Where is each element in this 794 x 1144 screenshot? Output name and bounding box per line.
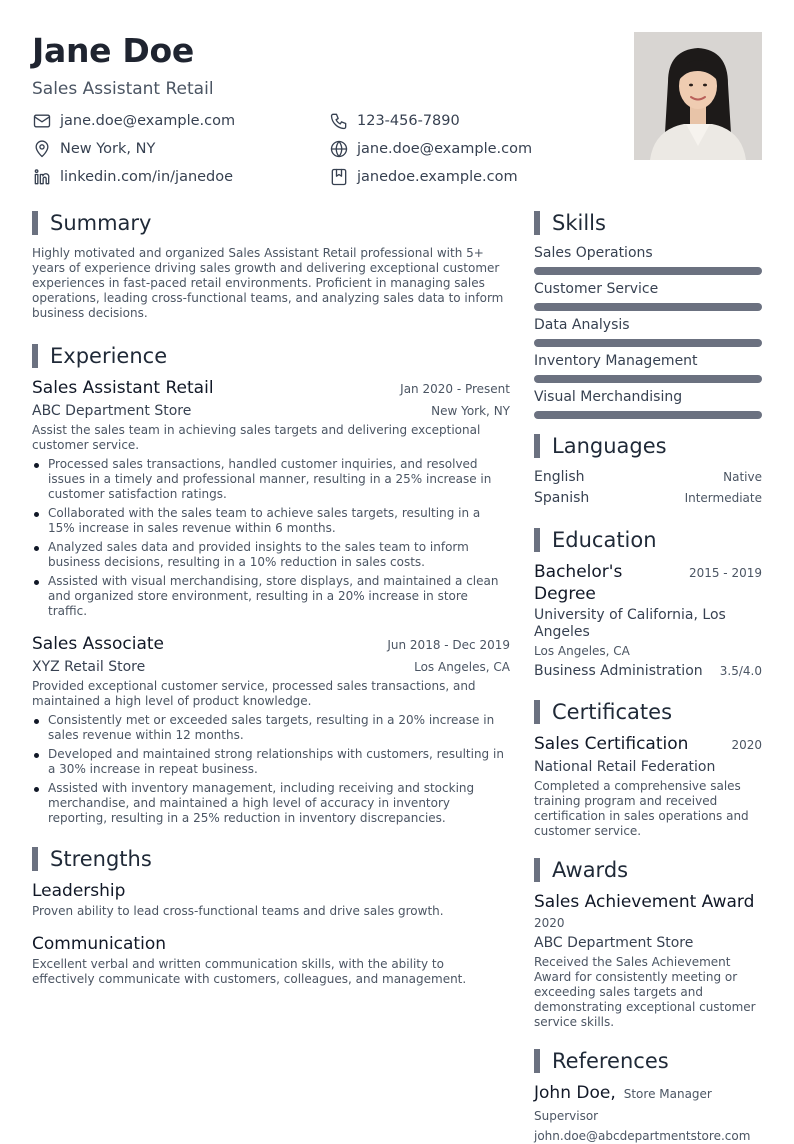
globe-icon <box>329 139 349 159</box>
strength-description: Excellent verbal and written communication skills, with the ability to effectively communicate with customers, colleagues, and management. <box>32 957 467 986</box>
profile-photo <box>634 32 762 160</box>
job-location: Los Angeles, CA <box>414 660 510 674</box>
references-heading: References <box>534 1048 762 1074</box>
contact-linkedin[interactable] <box>32 166 233 188</box>
language-name: English <box>534 469 585 485</box>
language-item <box>534 467 762 488</box>
contact-website[interactable] <box>329 138 532 160</box>
skills-heading: Skills <box>534 210 762 236</box>
strengths-heading: Strengths <box>32 846 510 872</box>
skill-level-bar <box>534 267 762 275</box>
contact-phone[interactable] <box>329 110 460 132</box>
reference-item <box>534 1082 762 1144</box>
award-item <box>534 891 762 1030</box>
strength-name: Leadership <box>32 881 126 901</box>
field-of-study: Business Administration <box>534 663 703 679</box>
gpa: 3.5/4.0 <box>719 664 762 678</box>
contact-email[interactable] <box>32 110 235 132</box>
sidebar-column <box>534 210 762 1144</box>
job-dates: Jun 2018 - Dec 2019 <box>387 638 510 652</box>
envelope-icon <box>32 111 52 131</box>
website-text: jane.doe@example.com <box>357 141 533 157</box>
job-bullet: Processed sales transactions, handled customer inquiries, and resolved issues in a timely and professional manner, resulting in a 25% increase in customer satisfaction ratings. <box>32 457 510 502</box>
job-company: ABC Department Store <box>32 403 192 419</box>
job-role: Sales Associate <box>32 634 165 654</box>
skill-name: Inventory Management <box>534 353 698 369</box>
strength-description: Proven ability to lead cross-functional teams and drive sales growth. <box>32 904 444 918</box>
phone-text: 123-456-7890 <box>357 113 460 129</box>
certificate-description: Completed a comprehensive sales training program and received certification in sales operations and customer service. <box>534 779 749 838</box>
skill-item <box>534 316 762 347</box>
skill-level-bar <box>534 375 762 383</box>
location-text: New York, NY <box>60 141 156 157</box>
certificate-item <box>534 733 762 839</box>
job-bullet: Consistently met or exceeded sales targets, resulting in a 20% increase in sales revenue within 12 months. <box>32 713 510 743</box>
award-description: Received the Sales Achievement Award for consistently meeting or exceeding sales targets and demonstrating exceptional customer service skills. <box>534 955 756 1029</box>
email-text: jane.doe@example.com <box>60 113 236 129</box>
language-level: Native <box>723 470 762 484</box>
main-column <box>32 210 510 987</box>
bookmark-icon <box>329 167 349 187</box>
job-bullet: Assisted with inventory management, including receiving and stocking merchandise, and maintained a high level of accuracy in inventory reporting, resulting in a 25% reduction in inventory discrepancies. <box>32 781 510 826</box>
map-pin-icon <box>32 139 52 159</box>
job-bullets <box>32 713 510 826</box>
linkedin-text: linkedin.com/in/janedoe <box>60 169 234 185</box>
resume-header <box>32 30 592 185</box>
education-dates: 2015 - 2019 <box>688 566 762 580</box>
summary-heading: Summary <box>32 210 510 236</box>
languages-heading: Languages <box>534 433 762 459</box>
job-bullet: Assisted with visual merchandising, store displays, and maintained a clean and organized store environment, resulting in a 20% increase in store traffic. <box>32 574 510 619</box>
experience-item <box>32 633 510 826</box>
skill-item <box>534 244 762 275</box>
awards-heading: Awards <box>534 857 762 883</box>
skills-list <box>534 244 762 419</box>
education-heading: Education <box>534 527 762 553</box>
education-item <box>534 561 762 681</box>
skill-level-bar <box>534 411 762 419</box>
phone-icon <box>329 111 349 131</box>
skill-name: Customer Service <box>534 281 659 297</box>
job-company: XYZ Retail Store <box>32 659 146 675</box>
degree-name: Bachelor's Degree <box>534 562 623 604</box>
job-description: Provided exceptional customer service, processed sales transactions, and maintained a high level of product knowledge. <box>32 679 476 708</box>
summary-text: Highly motivated and organized Sales Assistant Retail professional with 5+ years of experience driving sales growth and delivering exceptional customer experiences in fast-paced retail environments. Proficient in managing sales operations, leading cross-functional teams, and analyzing sales data to inform business decisions. <box>32 246 504 320</box>
portfolio-text: janedoe.example.com <box>357 169 518 185</box>
language-level: Intermediate <box>684 491 762 505</box>
skill-item <box>534 388 762 419</box>
reference-relation: Supervisor <box>534 1109 599 1123</box>
strength-item <box>32 880 510 919</box>
school-name: University of California, Los Angeles <box>534 607 726 640</box>
reference-name: John Doe, <box>534 1083 616 1103</box>
candidate-name: Jane Doe <box>32 31 194 70</box>
linkedin-icon <box>32 167 52 187</box>
certificate-name: Sales Certification <box>534 734 689 754</box>
job-bullet: Collaborated with the sales team to achieve sales targets, resulting in a 15% increase in sales revenue within 6 months. <box>32 506 510 536</box>
school-location: Los Angeles, CA <box>534 644 630 658</box>
job-bullets <box>32 457 510 619</box>
job-bullet: Developed and maintained strong relationships with customers, resulting in a 30% increase in repeat business. <box>32 747 510 777</box>
strength-item <box>32 933 510 987</box>
contact-portfolio[interactable] <box>329 166 518 188</box>
strength-name: Communication <box>32 934 166 954</box>
skill-level-bar <box>534 303 762 311</box>
job-dates: Jan 2020 - Present <box>400 382 510 396</box>
award-name: Sales Achievement Award <box>534 892 755 912</box>
reference-email[interactable]: john.doe@abcdepartmentstore.com <box>534 1129 751 1143</box>
experience-item <box>32 377 510 619</box>
job-bullet: Analyzed sales data and provided insights to the sales team to inform business decisions, resulting in a 10% reduction in sales costs. <box>32 540 510 570</box>
reference-position: Store Manager <box>623 1087 712 1101</box>
job-location: New York, NY <box>431 404 510 418</box>
skill-item <box>534 352 762 383</box>
avatar-illustration <box>634 32 762 160</box>
candidate-title: Sales Assistant Retail <box>32 79 214 99</box>
languages-list <box>534 467 762 509</box>
award-issuer: ABC Department Store <box>534 935 694 951</box>
certificate-issuer: National Retail Federation <box>534 759 716 775</box>
language-item <box>534 488 762 509</box>
award-year: 2020 <box>534 916 565 930</box>
skill-name: Sales Operations <box>534 245 653 261</box>
contact-location <box>32 138 155 160</box>
language-name: Spanish <box>534 490 590 506</box>
experience-heading: Experience <box>32 343 510 369</box>
skill-item <box>534 280 762 311</box>
skill-name: Visual Merchandising <box>534 389 683 405</box>
job-role: Sales Assistant Retail <box>32 378 214 398</box>
certificates-heading: Certificates <box>534 699 762 725</box>
skill-name: Data Analysis <box>534 317 630 333</box>
job-description: Assist the sales team in achieving sales targets and delivering exceptional customer service. <box>32 423 481 452</box>
skill-level-bar <box>534 339 762 347</box>
certificate-year: 2020 <box>731 738 762 752</box>
